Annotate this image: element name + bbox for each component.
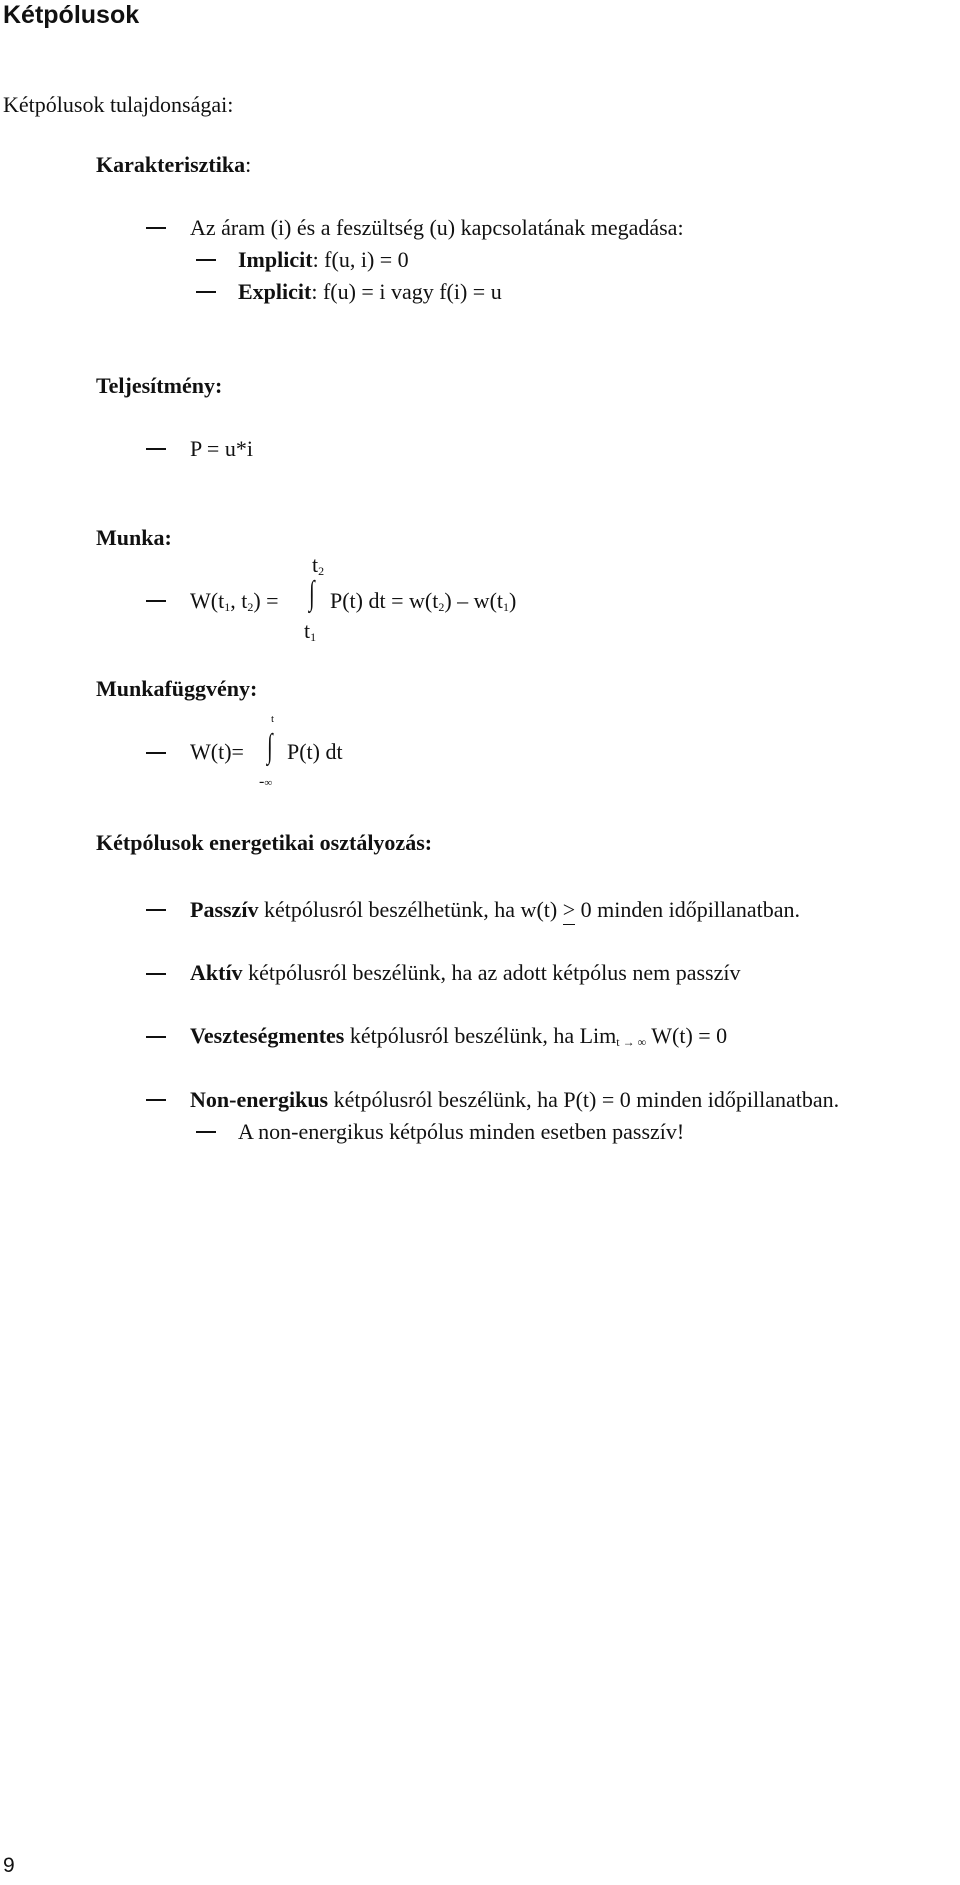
- bullet-dash: [146, 973, 166, 975]
- page-title: Kétpólusok: [3, 1, 140, 29]
- vesztesegmentes-line: Veszteségmentes kétpólusról beszélünk, ha Lim$_{t \to \infty}$ W(t) = 0: [190, 1023, 728, 1049]
- page-number: 9: [3, 1854, 15, 1877]
- bullet-dash: [196, 259, 216, 261]
- integral-sign: ∫: [267, 728, 273, 765]
- bullet-dash: [146, 1099, 166, 1101]
- bullet-dash: [196, 1131, 216, 1133]
- bullet-dash: [146, 1036, 166, 1038]
- non-energikus-note: A non-energikus kétpólus minden esetben passzív!: [238, 1119, 685, 1144]
- integral-sign: ∫: [309, 575, 315, 612]
- munkafuggveny-rhs: P(t) dt: [287, 739, 343, 764]
- karakterisztika-line1: Az áram (i) és a feszültség (u) kapcsolatának megadása:: [190, 215, 684, 240]
- passziv-line: Passzív kétpólusról beszélhetünk, ha w(t) > 0 minden időpillanatban.: [190, 897, 800, 922]
- bullet-dash: [146, 227, 166, 229]
- non-energikus-line: Non-energikus kétpólusról beszélünk, ha P(t) = 0 minden időpillanatban.: [190, 1087, 840, 1112]
- subtitle: Kétpólusok tulajdonságai:: [3, 92, 234, 117]
- munkafuggveny-upper-limit: t: [271, 713, 275, 725]
- bullet-dash: [146, 448, 166, 450]
- bullet-dash: [146, 752, 166, 754]
- munka-lower-limit: $t_1$: [304, 618, 317, 644]
- explicit-line: Explicit: f(u) = i vagy f(i) = u: [238, 279, 502, 304]
- munka-rhs: P(t) dt = $w(t_2) - w(t_1)$: [330, 588, 517, 614]
- bullet-dash: [196, 291, 216, 293]
- bullet-dash: [146, 909, 166, 911]
- munka-upper-limit: $t_2$: [312, 552, 325, 578]
- teljesitmeny-heading: Teljesítmény:: [96, 373, 223, 398]
- teljesitmeny-formula: P = u*i: [190, 436, 253, 461]
- aktiv-line: Aktív kétpólusról beszélünk, ha az adott kétpólus nem passzív: [190, 960, 741, 985]
- bullet-dash: [146, 600, 166, 602]
- munkafuggveny-heading: Munkafüggvény:: [96, 676, 258, 701]
- implicit-line: Implicit: f(u, i) = 0: [238, 247, 409, 272]
- munka-heading: Munka:: [96, 525, 172, 550]
- munkafuggveny-lhs: W(t)=: [190, 739, 244, 764]
- munkafuggveny-lower-limit: -∞: [259, 773, 273, 790]
- karakterisztika-heading: Karakterisztika:: [96, 152, 252, 177]
- osztalyozas-heading: Kétpólusok energetikai osztályozás:: [96, 830, 433, 855]
- munka-lhs: $W(t_1$, $t_2$) =: [190, 588, 279, 614]
